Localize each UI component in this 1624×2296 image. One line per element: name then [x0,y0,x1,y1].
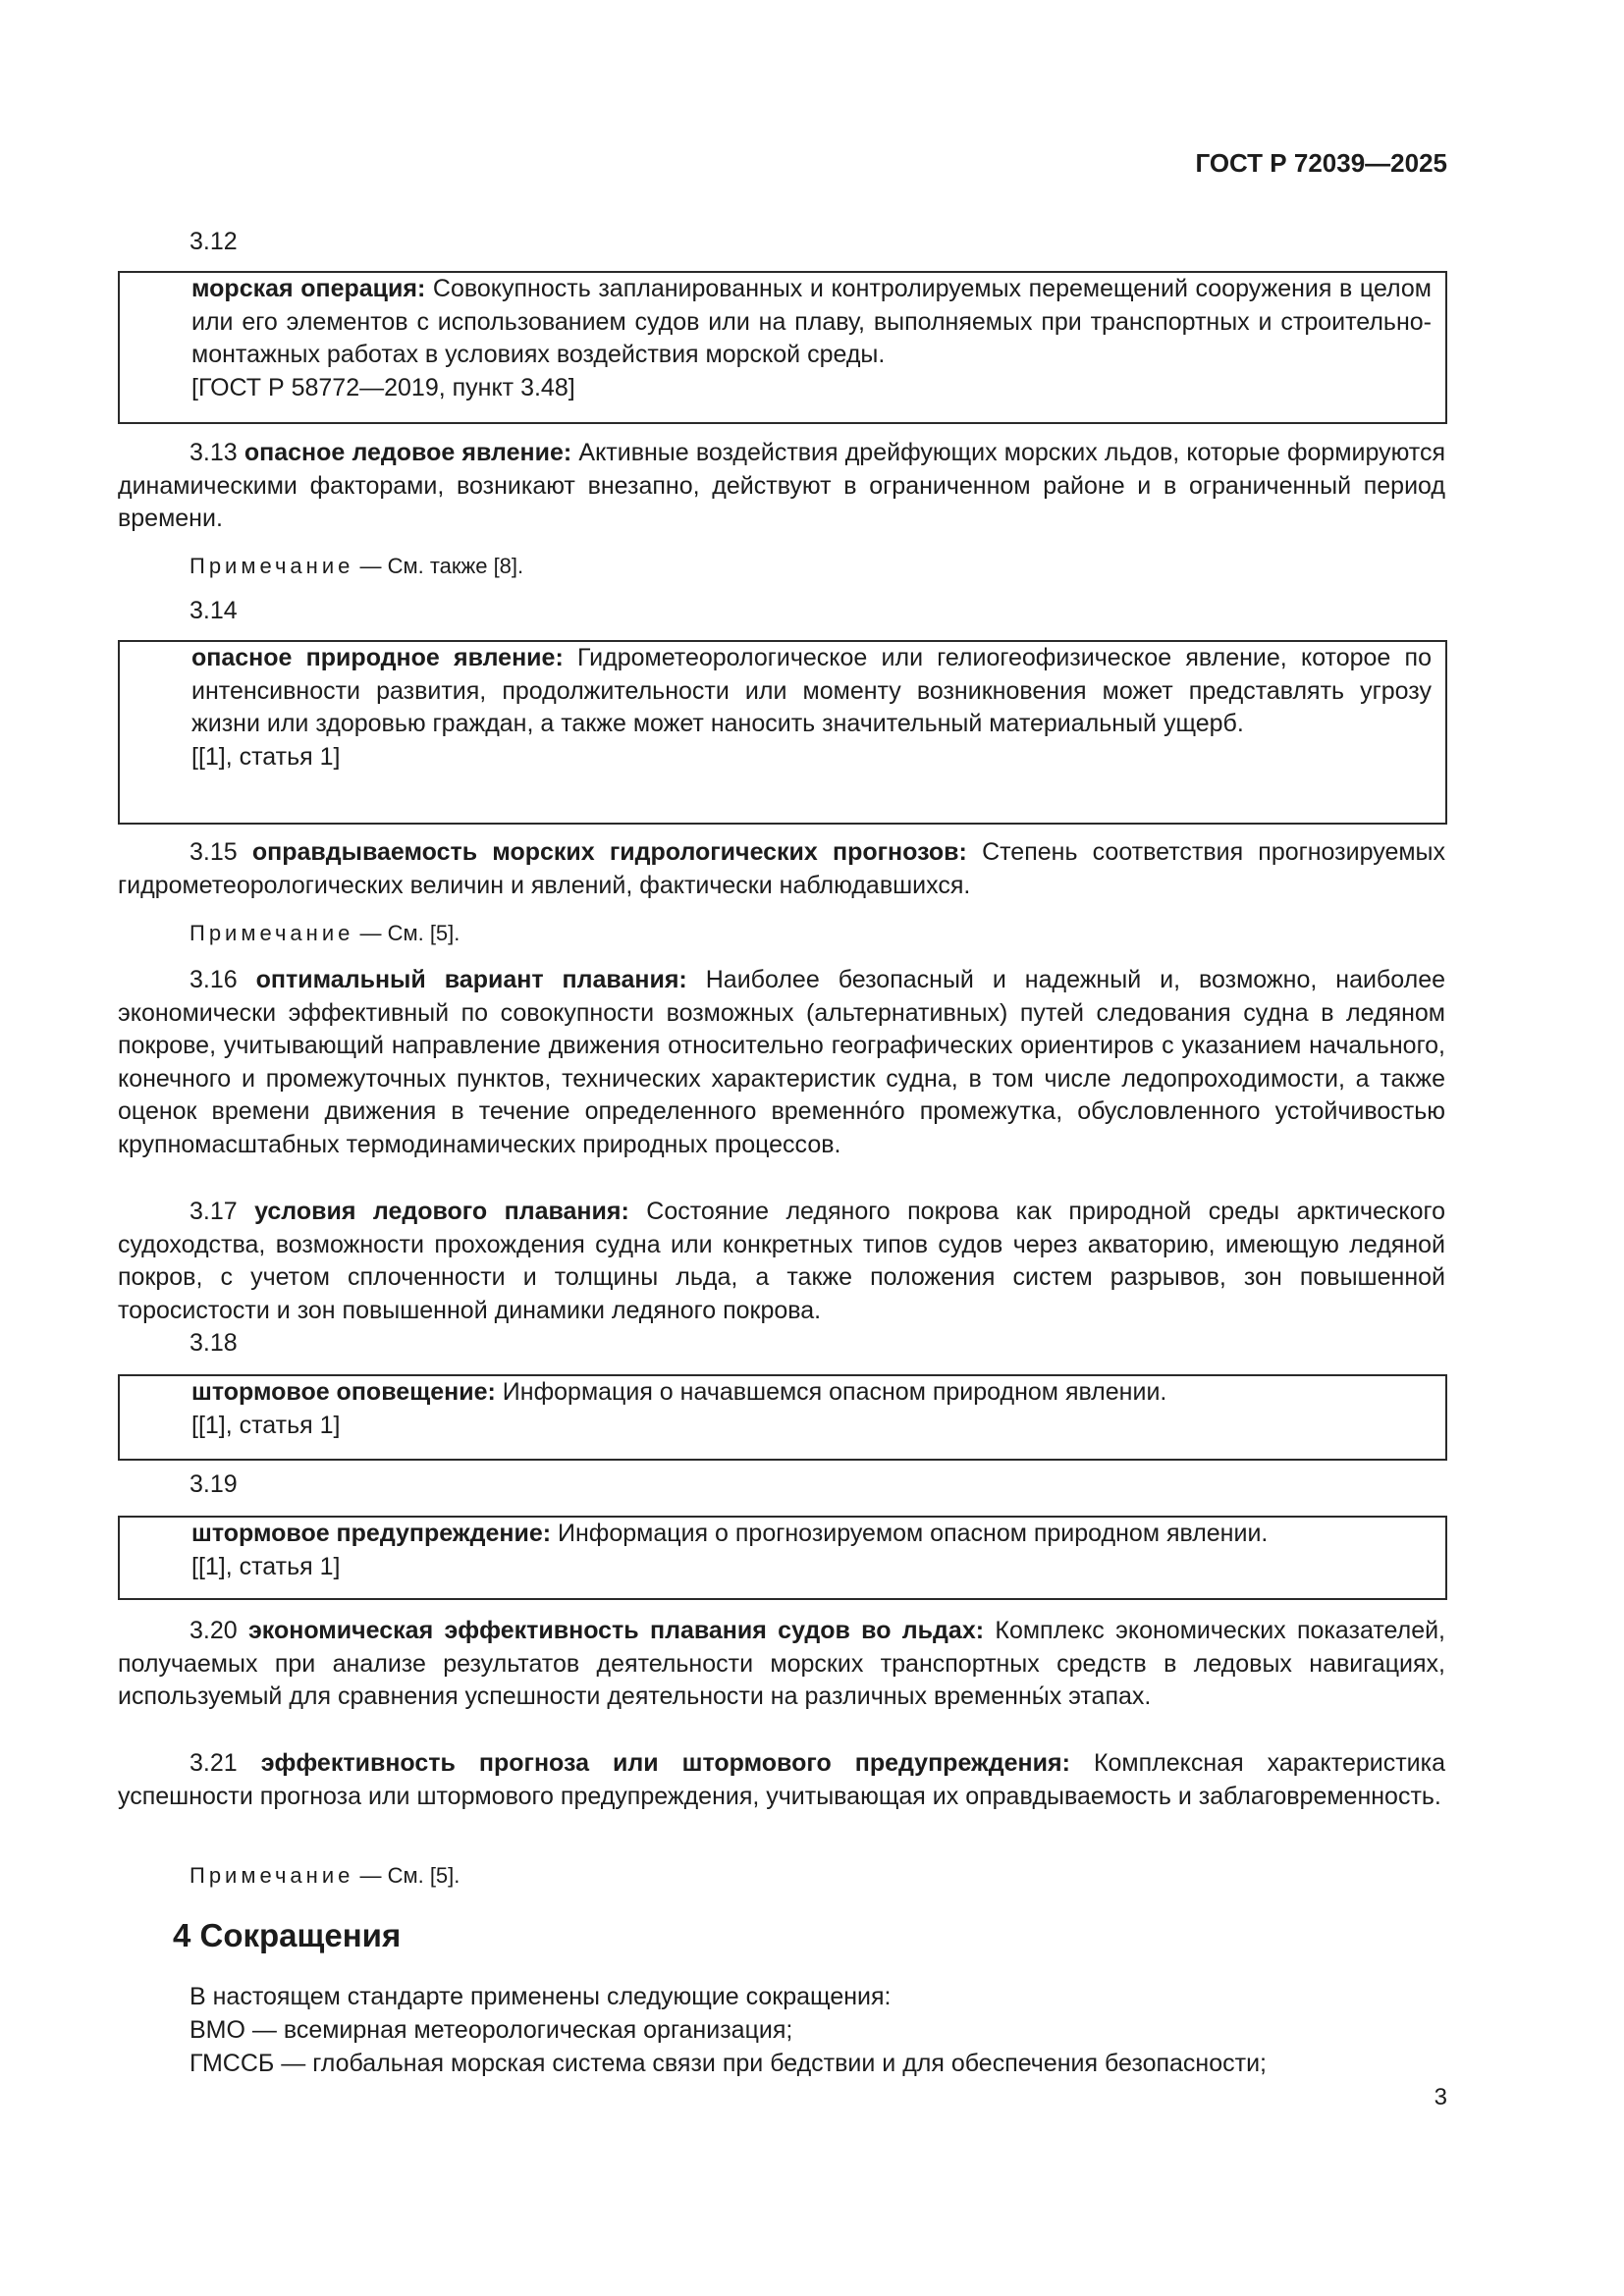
entry-3-17-number: 3.17 [189,1198,238,1225]
entry-3-14-box [118,640,1447,825]
entry-3-12-term: морская операция: [191,275,426,302]
entry-3-13-number: 3.13 [189,439,238,466]
entry-3-19-source: [[1], статья 1] [191,1552,341,1580]
entry-3-19-term: штормовое предупреждение: [191,1520,552,1547]
note-label: Примечание [189,554,354,578]
entry-3-13-note [118,550,523,583]
entry-3-13 [118,437,1445,536]
entry-3-20-term: экономическая эффективность плавания судов во льдах: [248,1617,985,1644]
entry-3-16-number: 3.16 [189,966,238,993]
entry-3-19-box [118,1516,1447,1600]
entry-3-15-term: оправдываемость морских гидрологических прогнозов: [251,838,967,866]
entry-3-14-definition: Гидрометеорологическое или гелиогеофизическое явление, которое по интенсивности развития, продолжительности или моменту возникновения может представлять угрозу жизни или здоровью граждан, а также может наносить значительный материальный ущерб. [191,644,1432,737]
entry-3-17 [118,1196,1445,1327]
page-number: 3 [1434,2084,1447,2110]
entry-3-12-box [118,271,1447,424]
section-4-intro: В настоящем стандарте применены следующие сокращения: [189,1983,892,2010]
note-text: — См. также [8]. [359,554,524,578]
entry-3-15-note [118,917,460,950]
entry-3-15-definition: Степень соответствия прогнозируемых гидрометеорологических величин и явлений, фактически наблюдавшихся. [118,838,1446,899]
entry-3-18-definition: Информация о начавшемся опасном природном явлении. [502,1378,1167,1406]
entry-3-20 [118,1615,1445,1714]
entry-3-12-number: 3.12 [189,228,238,255]
entry-3-19-definition: Информация о прогнозируемом опасном природном явлении. [558,1520,1269,1547]
entry-3-21-term: эффективность прогноза или штормового предупреждения: [260,1749,1070,1777]
note-text: — См. [5]. [359,1863,460,1888]
note-label: Примечание [189,921,354,945]
section-4-heading: 4 Сокращения [173,1917,402,1953]
entry-3-17-definition: Состояние ледяного покрова как природной среды арктического судоходства, возможности прохождения судна или конкретных типов судов через акваторию, имеющую ледяной покров, с учетом сплоченности и толщины льда, а также положения систем разрывов, зон повышенной торосистости и зон повышенной динамики ледяного покрова. [118,1198,1446,1324]
entry-3-12-source: [ГОСТ Р 58772—2019, пункт 3.48] [191,373,575,401]
entry-3-13-definition: Активные воздействия дрейфующих морских льдов, которые формируются динамическими факторами, возникают внезапно, действуют в ограниченном районе и в ограниченный период времени. [118,439,1446,532]
entry-3-20-definition: Комплекс экономических показателей, получаемых при анализе результатов деятельности морских транспортных средств в ледовых навигациях, используемый для сравнения успешности деятельности на различных временны́х этапах. [118,1617,1446,1710]
entry-3-19-number: 3.19 [189,1470,238,1498]
entry-3-16-term: оптимальный вариант плавания: [255,966,687,993]
entry-3-18-source: [[1], статья 1] [191,1411,341,1439]
entry-3-21 [118,1747,1445,1813]
entry-3-13-term: опасное ледовое явление: [244,439,572,466]
entry-3-21-number: 3.21 [189,1749,238,1777]
entry-3-15-number: 3.15 [189,838,238,866]
entry-3-18-term: штормовое оповещение: [191,1378,496,1406]
abbreviation-item: ВМО — всемирная метеорологическая организация; [189,2016,793,2044]
entry-3-20-number: 3.20 [189,1617,238,1644]
entry-3-17-term: условия ледового плавания: [254,1198,629,1225]
entry-3-18-number: 3.18 [189,1329,238,1357]
entry-3-14-term: опасное природное явление: [191,644,564,671]
entry-3-16-definition: Наиболее безопасный и надежный и, возможно, наиболее экономически эффективный по совокупности возможных (альтернативных) путей следования судна в ледяном покрове, учитывающий направление движения относительно географических ориентиров с указанием начального, конечного и промежуточных пунктов, технических характеристик судна, в том числе ледопроходимости, а также оценок времени движения в течение определенного временно́го промежутка, обусловленного устойчивостью крупномасштабных термодинамических природных процессов. [118,966,1446,1158]
entry-3-16 [118,964,1445,1161]
note-label: Примечание [189,1863,354,1888]
document-designation: ГОСТ Р 72039—2025 [1195,148,1447,178]
note-text: — См. [5]. [359,921,460,945]
entry-3-12-definition: Совокупность запланированных и контролируемых перемещений сооружения в целом или его элементов с использованием судов или на плаву, выполняемых при транспортных и строительно-монтажных работах в условиях воздействия морской среды. [191,275,1432,368]
abbreviation-item: ГМССБ — глобальная морская система связи при бедствии и для обеспечения безопасности; [189,2050,1267,2077]
entry-3-15 [118,836,1445,902]
entry-3-21-definition: Комплексная характеристика успешности прогноза или штормового предупреждения, учитывающая их оправдываемость и заблаговременность. [118,1749,1446,1810]
entry-3-14-number: 3.14 [189,597,238,624]
entry-3-14-source: [[1], статья 1] [191,742,341,771]
entry-3-18-box [118,1374,1447,1461]
entry-3-21-note [118,1859,460,1893]
